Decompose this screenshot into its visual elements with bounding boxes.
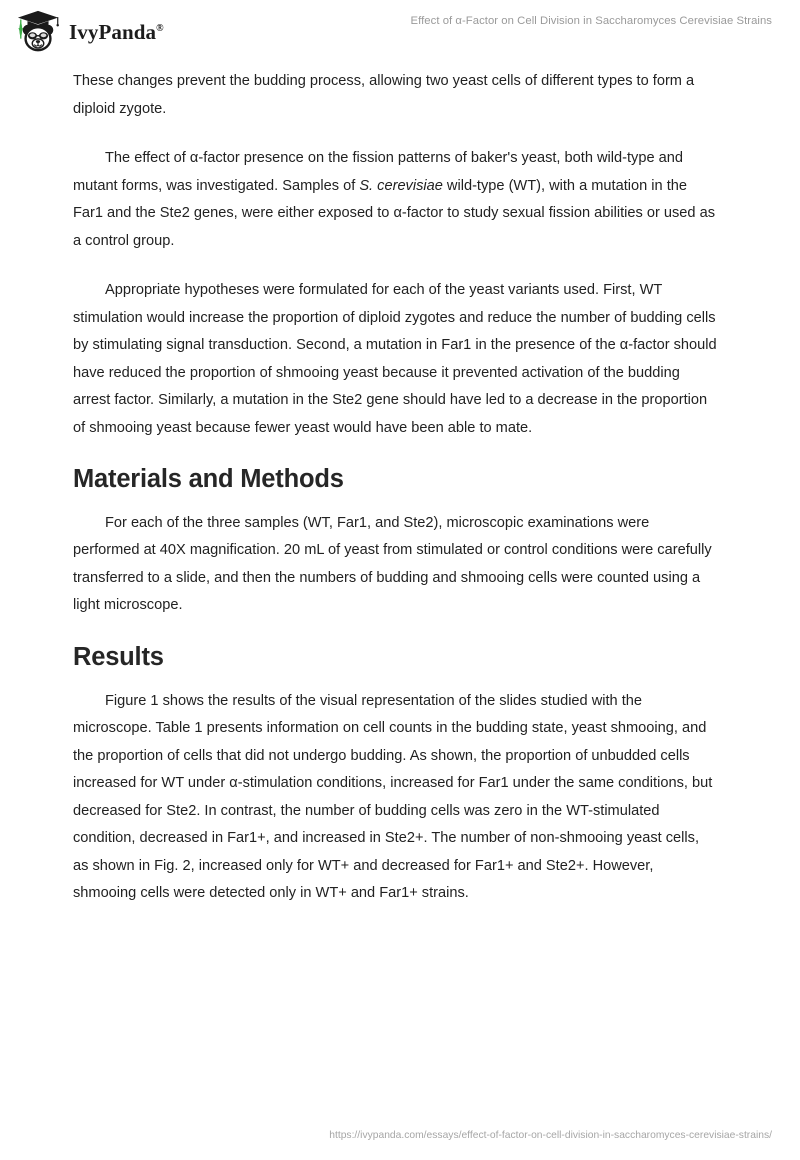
registered-mark: ® [156,22,164,34]
paragraph-1: These changes prevent the budding process, allowing two yeast cells of different types to form a diploid zygote. [73,73,695,117]
paragraph-2 [73,145,718,255]
footer-source-url[interactable]: https://ivypanda.com/essays/effect-of-factor-on-cell-division-in-saccharomyces-cerevisiae-strains/ [329,1130,772,1141]
heading-results: Results [73,642,164,671]
brand-name-text: IvyPanda [69,19,157,44]
panda-graduate-logo-icon [14,9,62,53]
paragraph-2-part-b: wild-type (WT), with a mutation in the Far1 and the Ste2 genes, were either exposed to α-factor to study sexual fission abilities or used as a control group. [73,177,715,249]
species-name-italic: S. cerevisiae [359,177,443,194]
document-content [73,68,718,930]
brand-name [69,19,164,44]
page-header [0,0,800,62]
document-header-title: Effect of α-Factor on Cell Division in Saccharomyces Cerevisiae Strains [410,15,772,27]
paragraph-4: For each of the three samples (WT, Far1, and Ste2), microscopic examinations were performed at 40X magnification. 20 mL of yeast from stimulated or control conditions were carefully transferred to a slide, and then the numbers of budding and shmooing cells were counted using a light microscope. [73,514,712,614]
brand-logo-link[interactable] [14,9,164,53]
heading-materials-and-methods: Materials and Methods [73,465,344,493]
paragraph-2-part-a: The effect of α-factor presence on the fission patterns of baker's yeast, both wild-type and mutant forms, was investigated. Samples of [73,150,683,194]
paragraph-3: Appropriate hypotheses were formulated for each of the yeast variants used. First, WT stimulation would increase the proportion of diploid zygotes and reduce the number of budding cells by stimulating signal transduction. Second, a mutation in Far1 in the presence of the α-factor should have reduced the proportion of shmooing yeast because it prevented activation of the budding arrest factor. Similarly, a mutation in the Ste2 gene should have led to a decrease in the proportion of shmooing yeast because fewer yeast would have been able to mate. [73,282,717,436]
paragraph-5: Figure 1 shows the results of the visual representation of the slides studied with the microscope. Table 1 presents information on cell counts in the budding state, yeast shmooing, and the proportion of cells that did not undergo budding. As shown, the proportion of unbudded cells increased for WT under α-stimulation conditions, increased for Far1 under the same conditions, but decreased for Ste2. In contrast, the number of budding cells was zero in the WT-stimulated condition, decreased in Far1+, and increased in Ste2+. The number of non-shmooing yeast cells, as shown in Fig. 2, increased only for WT+ and decreased for Far1+ and Ste2+. However, shmooing cells were detected only in WT+ and Far1+ strains. [73,692,713,902]
page-footer [0,1120,800,1160]
